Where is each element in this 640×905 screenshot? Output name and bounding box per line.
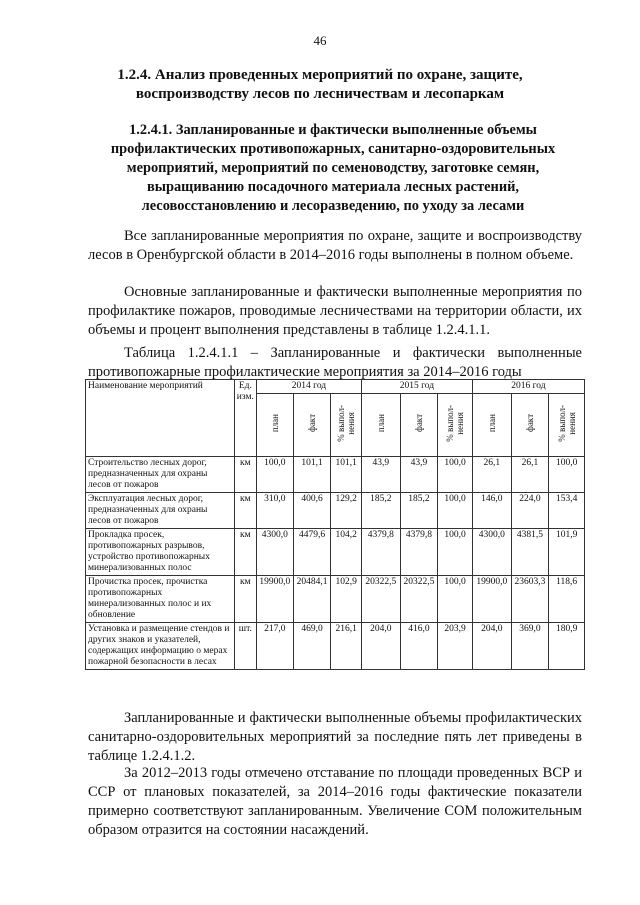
cell-value: 4379,8 bbox=[400, 529, 438, 576]
cell-value: 118,6 bbox=[549, 576, 585, 623]
row-name: Установка и размещение стендов и других знаков и указателей, содержащих информацию о мерах пожарной безопасности в лесах bbox=[86, 623, 235, 670]
cell-value: 100,0 bbox=[438, 529, 473, 576]
subheader-fact: факт bbox=[400, 394, 438, 457]
cell-value: 180,9 bbox=[549, 623, 585, 670]
cell-value: 4381,5 bbox=[511, 529, 549, 576]
subheader-fact: факт bbox=[293, 394, 331, 457]
cell-value: 23603,3 bbox=[511, 576, 549, 623]
cell-value: 310,0 bbox=[257, 493, 294, 529]
row-unit: км bbox=[234, 457, 256, 493]
cell-value: 204,0 bbox=[472, 623, 511, 670]
cell-value: 101,1 bbox=[331, 457, 362, 493]
subheader-percent: % выпол- нения bbox=[438, 394, 473, 457]
cell-value: 469,0 bbox=[293, 623, 331, 670]
subheader-plan: план bbox=[257, 394, 294, 457]
row-unit: км bbox=[234, 529, 256, 576]
cell-value: 416,0 bbox=[400, 623, 438, 670]
cell-value: 4479,6 bbox=[293, 529, 331, 576]
row-name: Эксплуатация лесных дорог, предназначенных для охраны лесов от пожаров bbox=[86, 493, 235, 529]
fire-prevention-table bbox=[85, 379, 585, 670]
cell-value: 102,9 bbox=[331, 576, 362, 623]
cell-value: 26,1 bbox=[511, 457, 549, 493]
row-name: Прочистка просек, прочистка противопожарных минерализованных полос и их обновление bbox=[86, 576, 235, 623]
section-heading: 1.2.4. Анализ проведенных мероприятий по охране, защите, воспроизводству лесов по лесничествам и лесопаркам bbox=[117, 67, 523, 102]
table-row bbox=[86, 576, 585, 623]
cell-value: 20322,5 bbox=[361, 576, 400, 623]
subsection-heading: 1.2.4.1. Запланированные и фактически выполненные объемы профилактических противопожарных, санитарно-оздоровительных мероприятий, мероприятий по семеноводству, заготовке семян, выращиванию посадочного материала лесных растений, лесовосстановлению и лесоразведению, по уходу за лесами bbox=[110, 122, 556, 214]
cell-value: 129,2 bbox=[331, 493, 362, 529]
cell-value: 100,0 bbox=[438, 576, 473, 623]
cell-value: 101,9 bbox=[549, 529, 585, 576]
cell-value: 4300,0 bbox=[257, 529, 294, 576]
cell-value: 43,9 bbox=[361, 457, 400, 493]
cell-value: 185,2 bbox=[400, 493, 438, 529]
col-header-year: 2016 год bbox=[472, 380, 584, 394]
row-unit: шт. bbox=[234, 623, 256, 670]
table-caption: Таблица 1.2.4.1.1 – Запланированные и фактически выполненные противопожарные профилактические мероприятия за 2014–2016 годы bbox=[88, 345, 582, 380]
row-unit: км bbox=[234, 576, 256, 623]
col-header-unit: Ед. изм. bbox=[234, 380, 256, 457]
cell-value: 100,0 bbox=[438, 457, 473, 493]
cell-value: 369,0 bbox=[511, 623, 549, 670]
cell-value: 19900,0 bbox=[257, 576, 294, 623]
row-unit: км bbox=[234, 493, 256, 529]
cell-value: 4379,8 bbox=[361, 529, 400, 576]
cell-value: 203,9 bbox=[438, 623, 473, 670]
cell-value: 100,0 bbox=[549, 457, 585, 493]
cell-value: 216,1 bbox=[331, 623, 362, 670]
paragraph-2: Основные запланированные и фактически выполненные мероприятия по профилактике пожаров, проводимые лесничествами на территории области, их объемы и процент выполнения представлены в таблице 1.2.4.1.1. bbox=[88, 284, 582, 338]
table-row bbox=[86, 623, 585, 670]
cell-value: 400,6 bbox=[293, 493, 331, 529]
cell-value: 185,2 bbox=[361, 493, 400, 529]
cell-value: 20322,5 bbox=[400, 576, 438, 623]
paragraph-1: Все запланированные мероприятия по охране, защите и воспроизводству лесов в Оренбургской области в 2014–2016 годы выполнены в полном объеме. bbox=[88, 228, 582, 263]
subheader-percent: % выпол- нения bbox=[331, 394, 362, 457]
row-name: Строительство лесных дорог, предназначенных для охраны лесов от пожаров bbox=[86, 457, 235, 493]
cell-value: 20484,1 bbox=[293, 576, 331, 623]
col-header-name: Наименование мероприятий bbox=[86, 380, 235, 457]
cell-value: 104,2 bbox=[331, 529, 362, 576]
cell-value: 19900,0 bbox=[472, 576, 511, 623]
subheader-percent: % выпол- нения bbox=[549, 394, 585, 457]
cell-value: 43,9 bbox=[400, 457, 438, 493]
cell-value: 4300,0 bbox=[472, 529, 511, 576]
table-row bbox=[86, 493, 585, 529]
cell-value: 26,1 bbox=[472, 457, 511, 493]
cell-value: 217,0 bbox=[257, 623, 294, 670]
paragraph-4: За 2012–2013 годы отмечено отставание по площади проведенных ВСР и ССР от плановых показателей, за 2014–2016 годы фактические показатели примерно соответствуют запланированным. Увеличение СОМ положительным образом отразится на состоянии насаждений. bbox=[88, 765, 582, 838]
row-name: Прокладка просек, противопожарных разрывов, устройство противопожарных минерализованных полос bbox=[86, 529, 235, 576]
table-row bbox=[86, 529, 585, 576]
subheader-plan: план bbox=[361, 394, 400, 457]
paragraph-3: Запланированные и фактически выполненные объемы профилактических санитарно-оздоровительных мероприятий за последние пять лет приведены в таблице 1.2.4.1.2. bbox=[88, 710, 582, 764]
cell-value: 100,0 bbox=[438, 493, 473, 529]
table-row bbox=[86, 457, 585, 493]
cell-value: 101,1 bbox=[293, 457, 331, 493]
col-header-year: 2014 год bbox=[257, 380, 362, 394]
cell-value: 153,4 bbox=[549, 493, 585, 529]
cell-value: 224,0 bbox=[511, 493, 549, 529]
col-header-year: 2015 год bbox=[361, 380, 472, 394]
subheader-fact: факт bbox=[511, 394, 549, 457]
cell-value: 100,0 bbox=[257, 457, 294, 493]
subheader-plan: план bbox=[472, 394, 511, 457]
page-number: 46 bbox=[313, 33, 327, 48]
cell-value: 146,0 bbox=[472, 493, 511, 529]
cell-value: 204,0 bbox=[361, 623, 400, 670]
